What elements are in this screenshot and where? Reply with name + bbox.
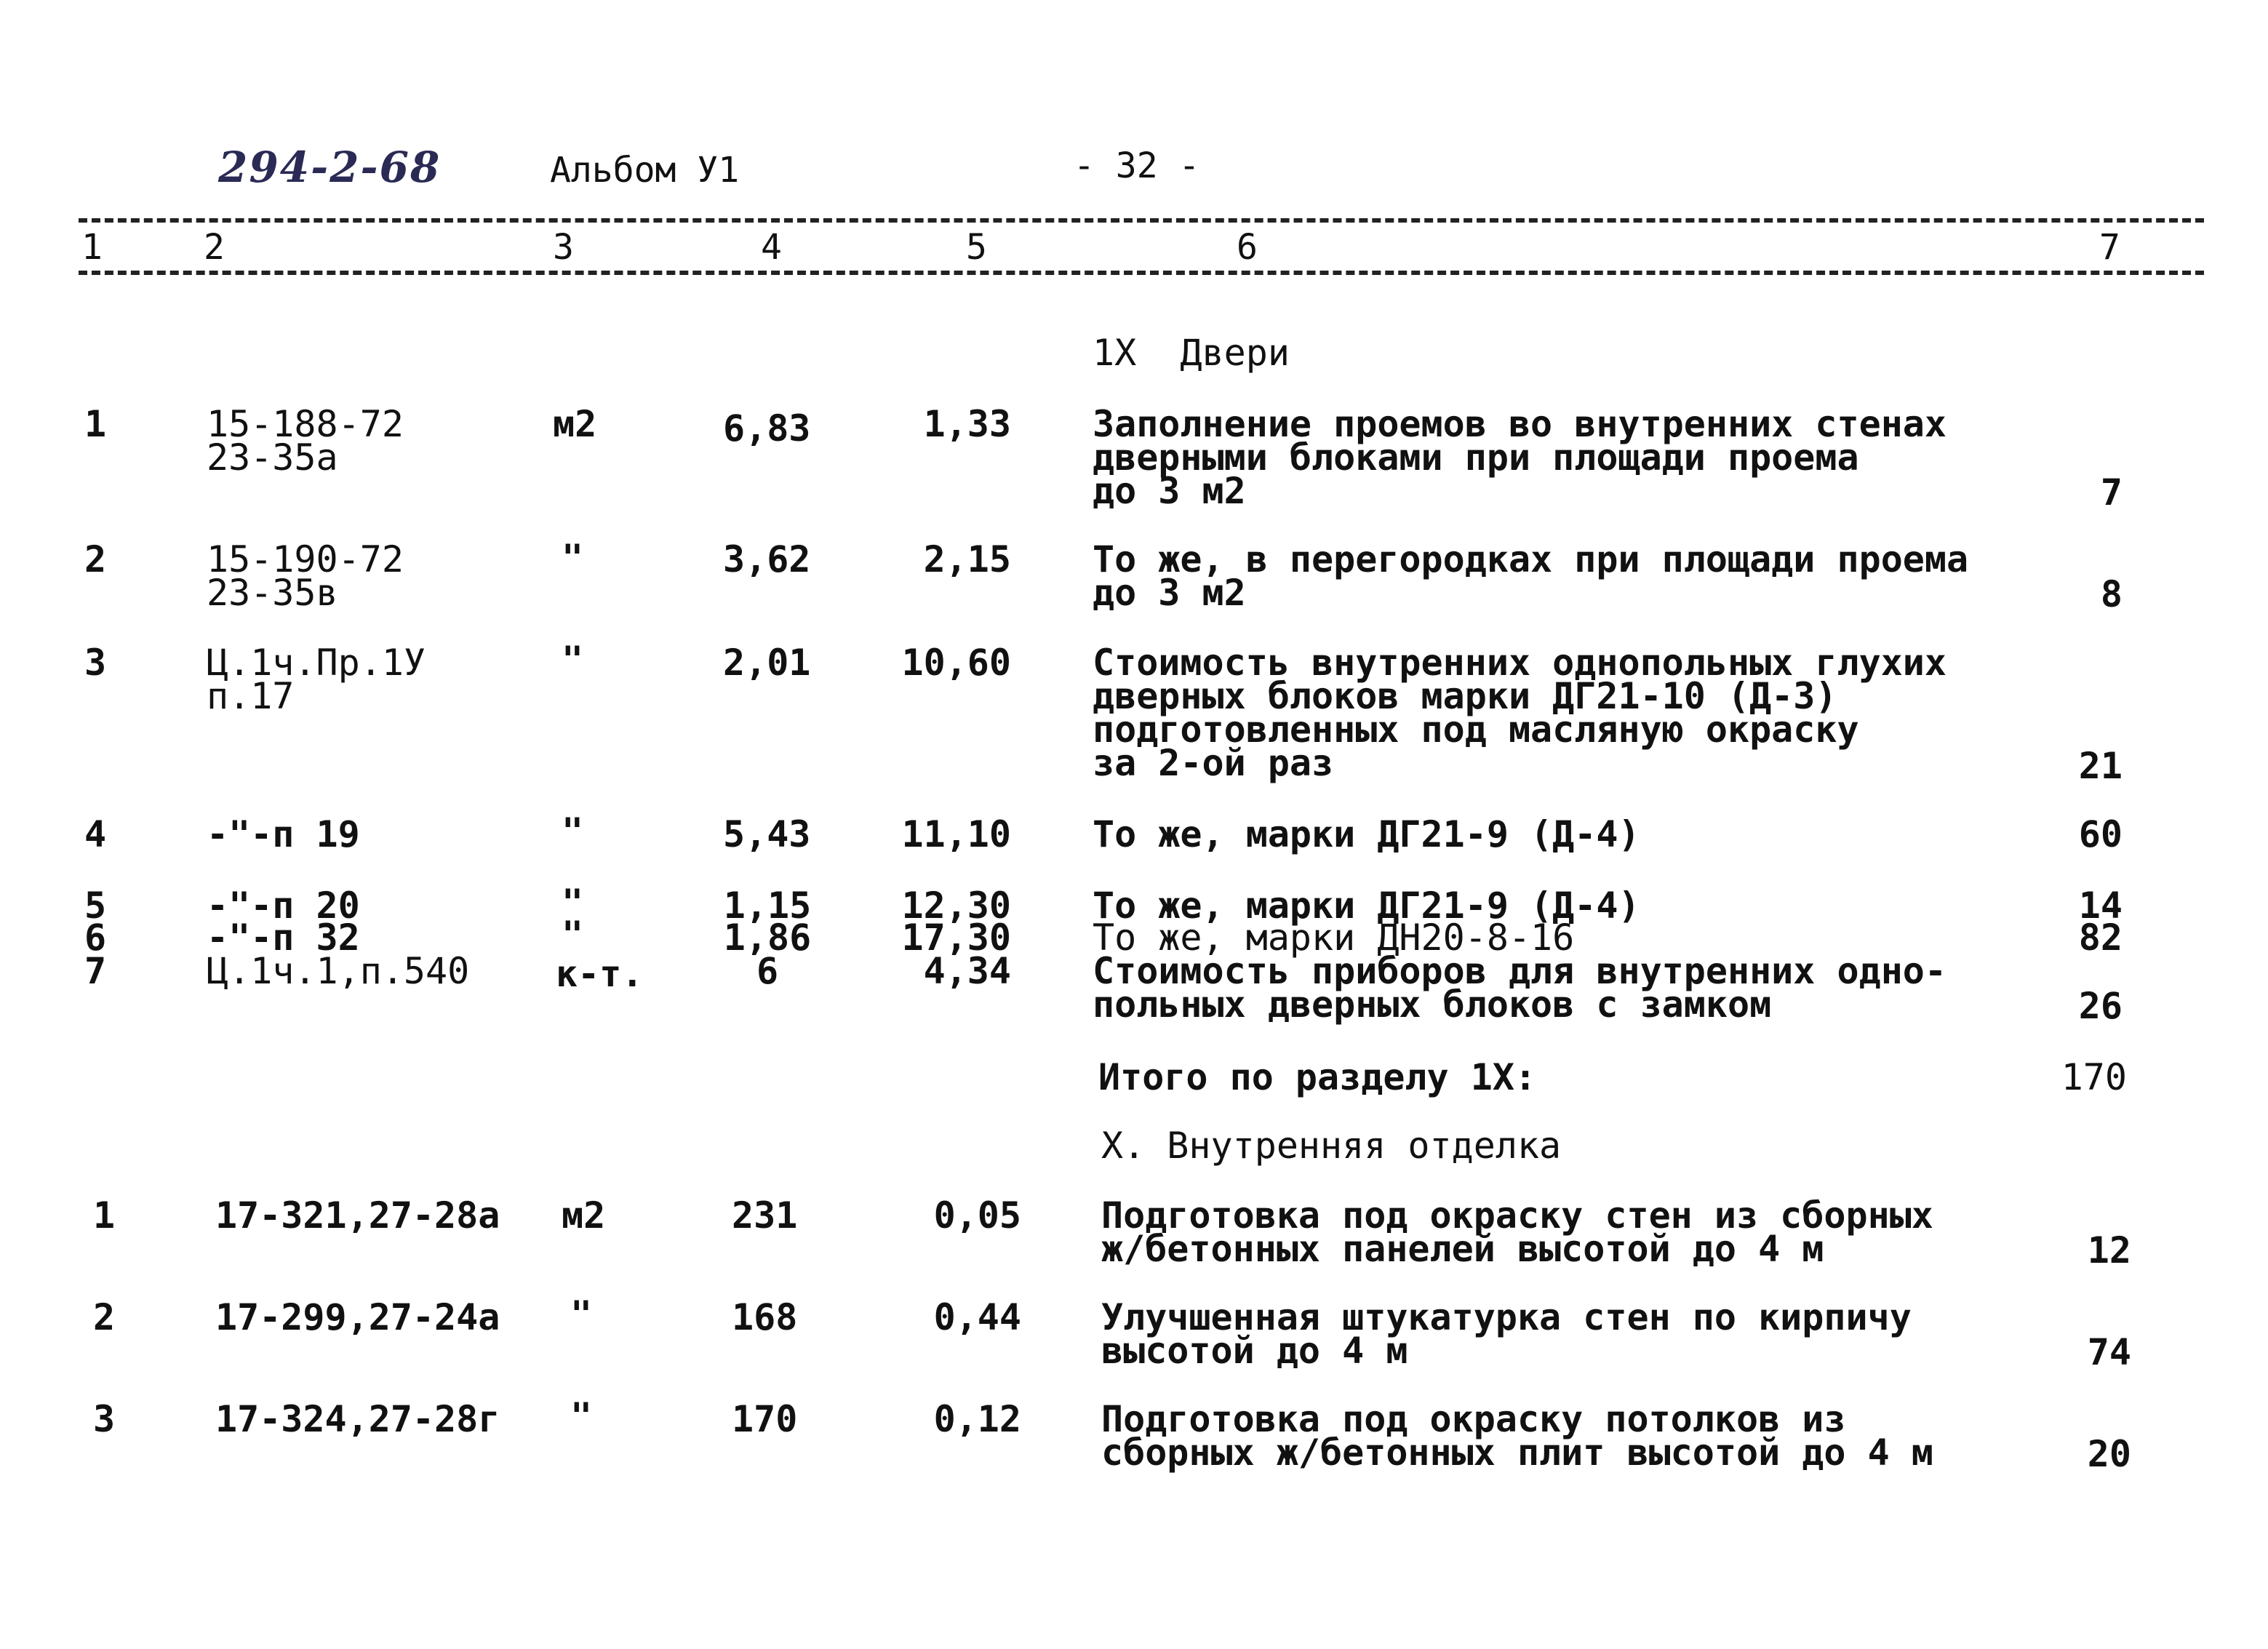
row-total: 74 (2087, 1331, 2131, 1373)
row-total: 12 (2087, 1229, 2131, 1271)
section-title-doors: 1Х Двери (1093, 332, 1290, 374)
row-quantity: 1,15 (723, 885, 812, 927)
row-total: 21 (2078, 745, 2123, 787)
row-quantity: 6 (756, 950, 779, 992)
row-code: 17-324,27-28г (215, 1398, 500, 1440)
row-total: 8 (2100, 573, 2123, 615)
row-quantity: 3,62 (723, 538, 811, 580)
row-unit: " (570, 1293, 593, 1335)
column-header-1: 1 (81, 227, 103, 268)
row-code: 15-188-72 23-35а (207, 403, 404, 479)
row-description: То же, в перегородках при площади проема до 3 м2 (1093, 538, 1969, 614)
album-label: Альбом У1 (550, 150, 740, 191)
header-top-rule (79, 218, 2204, 223)
column-header-5: 5 (966, 227, 987, 268)
row-quantity: 6,83 (723, 407, 811, 450)
row-code: 15-190-72 23-35в (207, 538, 404, 614)
row-unit-price: 2,15 (923, 538, 1011, 580)
page-number: - 32 - (1074, 145, 1200, 186)
row-description: То же, марки ДГ21-9 (Д-4) (1093, 885, 1640, 927)
row-number: 2 (93, 1296, 116, 1338)
row-unit: м2 (553, 403, 597, 445)
row-total: 14 (2078, 885, 2123, 927)
row-number: 6 (84, 917, 107, 959)
header-bottom-rule (79, 271, 2204, 275)
row-unit-price: 11,10 (901, 813, 1011, 855)
row-total: 20 (2087, 1433, 2131, 1475)
row-code: Ц.1ч.Пр.1У п.17 (207, 642, 426, 717)
row-code: 17-321,27-28а (215, 1194, 500, 1237)
row-total: 26 (2078, 985, 2123, 1027)
row-unit-price: 12,30 (901, 885, 1011, 927)
row-number: 4 (84, 813, 107, 855)
row-unit: к-т. (556, 953, 644, 995)
row-unit-price: 10,60 (901, 642, 1011, 684)
row-unit-price: 1,33 (923, 403, 1011, 445)
section-subtotal-label: Итого по разделу 1Х: (1098, 1056, 1537, 1098)
row-number: 5 (84, 885, 107, 927)
row-description: Подготовка под окраску потолков из сборных ж/бетонных плит высотой до 4 м (1101, 1398, 1933, 1474)
row-code: Ц.1ч.1,п.540 (207, 950, 470, 992)
section-subtotal-value: 170 (2061, 1056, 2127, 1098)
document-number: 294-2-68 (218, 143, 442, 192)
row-unit-price: 4,34 (923, 950, 1011, 992)
row-total: 60 (2078, 813, 2123, 855)
column-header-2: 2 (204, 227, 225, 268)
row-unit-price: 0,44 (933, 1296, 1021, 1338)
row-code: 17-299,27-24а (215, 1296, 500, 1338)
column-header-3: 3 (553, 227, 574, 268)
row-quantity: 5,43 (723, 813, 811, 855)
row-number: 3 (84, 642, 107, 684)
row-unit: " (570, 1395, 593, 1437)
row-unit: " (562, 810, 584, 853)
row-description: То же, марки ДН20-8-16 (1093, 917, 1575, 959)
row-quantity: 170 (732, 1398, 798, 1440)
column-header-7: 7 (2099, 227, 2120, 268)
row-unit: м2 (562, 1194, 606, 1237)
row-unit-price: 0,12 (933, 1398, 1021, 1440)
section-title-interior-finish: Х. Внутренняя отделка (1101, 1125, 1562, 1167)
row-total: 7 (2100, 471, 2123, 514)
row-code: -"-п 20 (207, 885, 360, 927)
row-quantity: 168 (732, 1296, 798, 1338)
row-number: 7 (84, 950, 107, 992)
row-code: -"-п 32 (207, 917, 360, 959)
row-quantity: 231 (732, 1194, 798, 1237)
row-unit-price: 17,30 (901, 917, 1011, 959)
row-number: 1 (84, 403, 107, 445)
row-description: Стоимость внутренних однопольных глухих дверных блоков марки ДГ21-10 (Д-3) подготовленных под масляную окраску за 2-ой раз (1093, 642, 1946, 784)
row-description: То же, марки ДГ21-9 (Д-4) (1093, 813, 1640, 855)
row-unit-price: 0,05 (933, 1194, 1021, 1237)
row-quantity: 2,01 (723, 642, 811, 684)
row-number: 2 (84, 538, 107, 580)
row-number: 1 (93, 1194, 116, 1237)
row-unit: " (562, 639, 584, 681)
row-unit: " (562, 914, 584, 956)
row-description: Стоимость приборов для внутренних одно- польных дверных блоков с замком (1093, 950, 1946, 1026)
row-description: Заполнение проемов во внутренних стенах дверными блоками при площади проема до 3 м2 (1093, 403, 1946, 512)
row-unit: " (562, 882, 584, 924)
row-number: 3 (93, 1398, 116, 1440)
row-description: Подготовка под окраску стен из сборных ж/бетонных панелей высотой до 4 м (1101, 1194, 1933, 1270)
column-header-6: 6 (1237, 227, 1258, 268)
row-total: 82 (2078, 917, 2123, 959)
row-description: Улучшенная штукатурка стен по кирпичу высотой до 4 м (1101, 1296, 1912, 1372)
row-quantity: 1,86 (723, 917, 812, 959)
row-unit: " (562, 537, 584, 579)
column-header-4: 4 (761, 227, 782, 268)
row-code: -"-п 19 (207, 813, 360, 855)
